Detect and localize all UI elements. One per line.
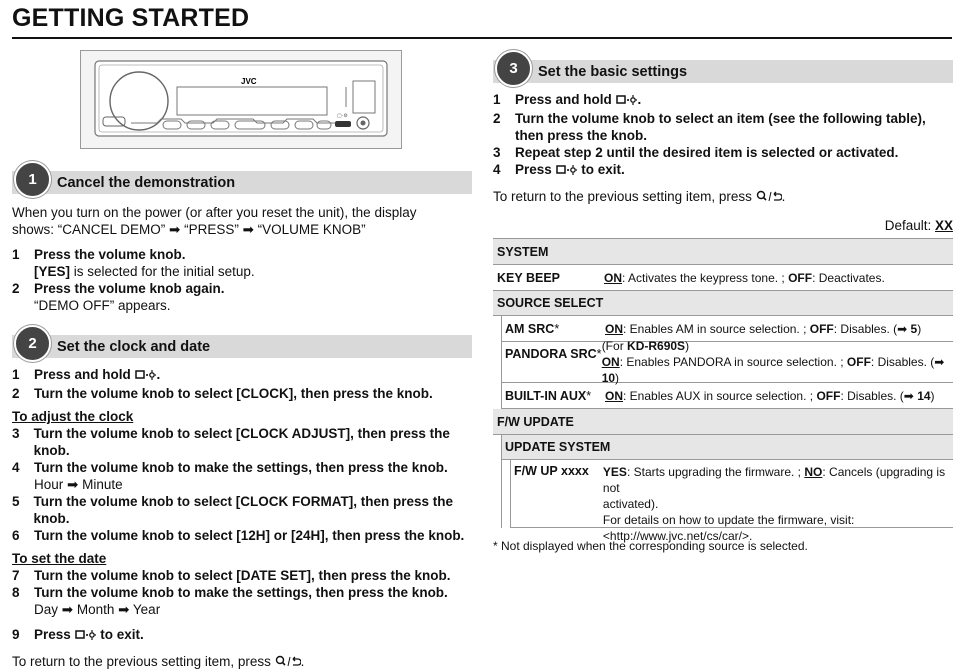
return-instruction: To return to the previous setting item, press .	[12, 653, 482, 672]
step-item: 1 Press the volume knob.	[12, 247, 186, 262]
section-3-title: Set the basic settings	[538, 63, 688, 80]
table-row: F/W UP xxxx YES: Starts upgrading the firmware. ; NO: Cancels (upgrading is not activated). For details on how to update the firmware, visit: <http://www.jvc.net/cs/car/>.	[511, 460, 953, 528]
section-3-header	[493, 60, 953, 83]
title-divider	[12, 37, 952, 39]
step-sub: Day ➡ Month ➡ Year	[34, 602, 161, 617]
step-item: 2 Turn the volume knob to select an item (see the following table),	[493, 111, 926, 126]
page-title: GETTING STARTED	[12, 4, 250, 32]
step-item: 8 Turn the volume knob to make the settings, then press the knob.	[12, 585, 448, 600]
section-1-body	[12, 204, 472, 314]
source-select-group	[501, 316, 953, 409]
return-instruction: To return to the previous setting item, press .	[493, 188, 958, 207]
car-stereo-illustration	[80, 50, 402, 149]
section-2-number: 2	[14, 325, 51, 362]
step-item: 3 Turn the volume knob to select [CLOCK ADJUST], then press the knob.	[12, 426, 450, 458]
step-sub: Hour ➡ Minute	[34, 477, 123, 492]
table-row: PANDORA SRC* (For KD-R690S) ON: Enables PANDORA in source selection. ; OFF: Disables. (➡ 10)	[502, 342, 953, 383]
step-item: 3 Repeat step 2 until the desired item is selected or activated.	[493, 145, 899, 160]
device-brand: JVC	[241, 77, 257, 86]
step-continuation: then press the knob.	[515, 128, 648, 143]
default-label: Default: XX	[884, 218, 953, 233]
search-back-icon	[275, 655, 301, 672]
table-row: SOURCE SELECT	[493, 291, 953, 316]
display-menu-icon	[556, 163, 578, 180]
step-sub: “DEMO OFF” appears.	[34, 298, 171, 313]
default-value: XX	[934, 218, 953, 233]
table-row: AM SRC* ON: Enables AM in source selection. ; OFF: Disables. (➡ 5)	[502, 316, 953, 342]
step-item: 6 Turn the volume knob to select [12H] or [24H], then press the knob.	[12, 528, 465, 543]
step-item: 4 Turn the volume knob to make the settings, then press the knob.	[12, 460, 448, 475]
table-row: SYSTEM	[493, 239, 953, 265]
fw-up-group	[510, 460, 953, 543]
step-item: 9 Press to exit.	[12, 626, 482, 645]
section-2-body	[12, 366, 482, 672]
display-menu-icon	[135, 368, 157, 385]
step-item: 7 Turn the volume knob to select [DATE SET], then press the knob.	[12, 568, 451, 583]
table-row: KEY BEEP ON: Activates the keypress tone. ; OFF: Deactivates.	[493, 265, 953, 291]
section-1-number: 1	[14, 161, 51, 198]
step-item: 4 Press to exit.	[493, 161, 958, 180]
step-sub: [YES] is selected for the initial setup.	[34, 264, 255, 279]
adjust-clock-heading: To adjust the clock	[12, 409, 134, 424]
step-item: 1 Press and hold .	[493, 91, 958, 110]
table-row: BUILT-IN AUX* ON: Enables AUX in source selection. ; OFF: Disables. (➡ 14)	[502, 383, 953, 409]
step-item: 1 Press and hold .	[12, 366, 482, 385]
step-item: 2 Turn the volume knob to select [CLOCK], then press the knob.	[12, 386, 433, 401]
section-2-header	[12, 335, 472, 358]
intro-line-1: When you turn on the power (or after you reset the unit), the display	[12, 205, 417, 220]
svg-text:▢·⚙: ▢·⚙	[337, 113, 348, 119]
step-item: 5 Turn the volume knob to select [CLOCK FORMAT], then press the knob.	[12, 494, 454, 526]
section-3-number: 3	[495, 50, 532, 87]
settings-table	[493, 238, 953, 543]
search-back-icon	[756, 190, 782, 207]
table-row: F/W UPDATE	[493, 409, 953, 435]
section-1-header	[12, 171, 472, 194]
table-row: UPDATE SYSTEM	[502, 435, 953, 460]
display-menu-icon	[616, 93, 638, 110]
step-item: 2 Press the volume knob again.	[12, 281, 225, 296]
firmware-url: <http://www.jvc.net/cs/car/>.	[602, 529, 753, 543]
section-2-title: Set the clock and date	[57, 338, 211, 355]
section-1-title: Cancel the demonstration	[57, 174, 236, 191]
intro-line-2: shows: “CANCEL DEMO” ➡ “PRESS” ➡ “VOLUME KNOB”	[12, 222, 366, 237]
section-3-body	[493, 91, 958, 207]
set-date-heading: To set the date	[12, 551, 107, 566]
table-footnote: * Not displayed when the corresponding source is selected.	[493, 539, 808, 553]
fw-update-group	[501, 435, 953, 543]
